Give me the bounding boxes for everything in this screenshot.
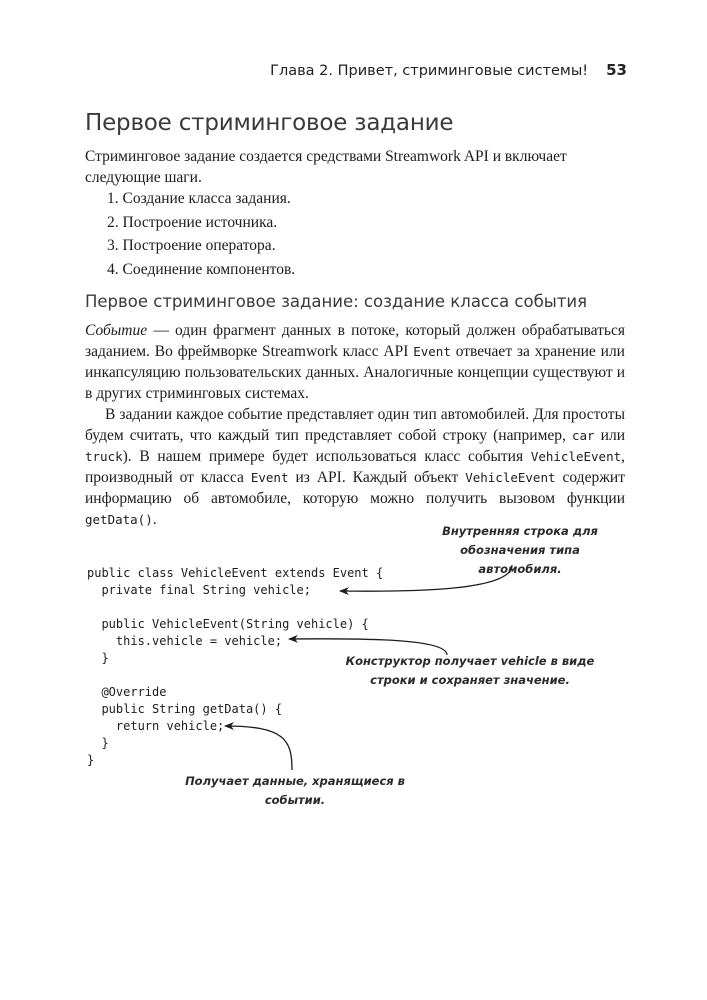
code-line: } [87,736,109,750]
text-run: ). В нашем примере будет использоваться класс события [122,448,531,465]
arrow-field [340,565,512,591]
step-text: Создание класса задания. [122,190,291,207]
text-run: . [152,511,157,528]
inline-code: VehicleEvent [530,449,622,464]
code-line: return vehicle; [87,719,225,733]
code-line: @Override [87,685,167,699]
chapter-title: Глава 2. Привет, стриминговые системы! [270,63,589,79]
step-number: 1. [107,190,119,207]
step-text: Соединение компонентов. [122,260,296,278]
text-run: — один фрагмент данных в потоке, который должен обрабатываться заданием. Во фреймворке Streamwork класс API [85,322,625,360]
arrow-constructor [289,639,447,655]
inline-code: car [572,428,595,443]
text-run: , производный от класса [85,448,625,486]
inline-code: getData() [85,512,153,527]
arrow-getdata [225,726,292,770]
text-run: В задании каждое событие представляет один тип автомобилей. Для простоты будем считать, что каждый тип представляет собой строку (например, [85,406,625,444]
step-text: Построение оператора. [122,237,276,254]
inline-code: Event [413,344,451,359]
subsection-title: Первое стриминговое задание: создание класса события [85,292,588,311]
page-number: 53 [606,61,627,79]
annotation-line: Конструктор получает vehicle в виде [345,654,595,668]
inline-code: VehicleEvent [465,470,556,485]
term-event: Событие [85,322,148,339]
inline-code: Event [250,470,289,485]
annotation-line: строки и сохраняет значение. [370,673,570,687]
code-line: this.vehicle = vehicle; [87,634,283,648]
code-line: } [87,651,109,665]
text-run: или [594,427,625,444]
code-line: public String getData() { [87,702,283,716]
inline-code: truck [85,449,123,464]
step-number: 3. [107,237,119,254]
code-line: public VehicleEvent(String vehicle) { [87,617,369,631]
step-number: 2. [107,213,119,231]
annotation-line: Внутренняя строка для [442,524,598,538]
step-text: Построение источника. [122,213,278,231]
code-line: } [87,753,95,767]
intro-paragraph: Стриминговое задание создается средствами Streamwork API и включает следующие шаги. [85,148,567,186]
annotation-getdata: Получает данные, хранящиеся в событии. [185,774,405,807]
code-line: private final String vehicle; [87,583,311,597]
code-line: public class VehicleEvent extends Event { [87,566,384,580]
annotation-line: обозначения типа автомобиля. [460,543,580,576]
text-run: из API. Каждый объект [288,469,466,486]
text-run: содержит информацию об автомобиле, которую можно получить вызовом функции [85,469,625,507]
step-number: 4. [107,260,119,278]
section-title: Первое стриминговое задание [85,110,454,136]
text-run: отвечает за хранение или инкапсуляцию пользовательских данных. Аналогичные концепции существуют и в других стриминговых системах. [85,343,625,402]
